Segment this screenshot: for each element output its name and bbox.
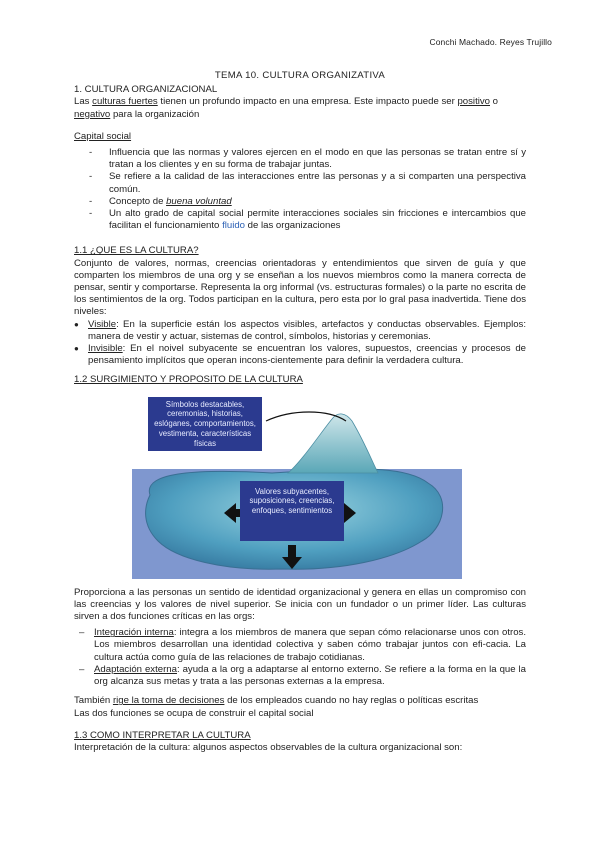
- section-heading-cultura-organizacional: 1. CULTURA ORGANIZACIONAL: [74, 84, 218, 96]
- author-header: Conchi Machado. Reyes Trujillo: [429, 37, 552, 47]
- iceberg-figure: [132, 391, 462, 579]
- section-heading-interpretar: 1.3 COMO INTERPRETAR LA CULTURA: [74, 729, 251, 741]
- list-item: - Concepto de buena voluntad: [109, 196, 526, 208]
- list-item: - Influencia que las normas y valores ejercen en el modo en que las personas se tratan entre sí y tratan a los clientes y en su forma de trabajar juntas.: [109, 147, 526, 171]
- capital-social-heading: Capital social: [74, 130, 132, 142]
- list-item-invisible: ● Invisible: En el noivel subyacente se encuentran los valores, supuestos, creencias y procesos de pensamiento implícitos que operan incons-cientemente para definir la verdadera cultura.: [88, 343, 526, 367]
- underlying-values-box: Valores subyacentes, suposiciones, creencias, enfoques, sentimientos: [240, 481, 344, 541]
- list-item-adaptacion: – Adaptación externa: ayuda a la org a adaptarse al entorno externo. Se refiere a la forma en la que la org alcanza sus metas y trata a las personas externas a la empresa.: [94, 664, 526, 688]
- decision-paragraph: También rige la toma de decisiones de los empleados cuando no hay reglas o políticas escritas: [74, 695, 479, 707]
- culture-levels-list: [74, 319, 526, 368]
- culture-functions-list: [74, 627, 526, 688]
- purpose-paragraph: Proporciona a las personas un sentido de identidad organizacional y genera en ellas un compromiso con las creencias y los valores de nivel superior. Se inicia con un fundador o un primer líder. Las culturas sirven a dos funciones críticas en las orgs:: [74, 586, 526, 623]
- document-body: [74, 70, 526, 754]
- iceberg-tip: [288, 414, 378, 473]
- document-title: TEMA 10. CULTURA ORGANIZATIVA: [214, 70, 386, 81]
- visible-symbols-box: Símbolos destacables, ceremonias, historias, eslóganes, comportamientos, vestimenta, características físicas: [148, 397, 262, 451]
- list-item: - Un alto grado de capital social permite interacciones sociales sin fricciones e intercambios que facilitan el funcionamiento fluido de las organizaciones: [109, 208, 526, 232]
- cultura-definition-paragraph: Conjunto de valores, normas, creencias orientadoras y entendimientos que sirven de guía y que comparten los miembros de una org y se enseñan a los nuevos miembros como la manera correcta de pensar, sentir y comportarse. Representa la org informal (vs. estructuras formales) o la parte no escrita de los sentimientos de la org. Todos participan en la cultura, pero esta por lo gral pasa inadvertida. Tiene dos niveles:: [74, 257, 526, 318]
- list-item: - Se refiere a la calidad de las interacciones entre las personas y a si comparten una perspectiva común.: [109, 171, 526, 195]
- capital-social-list: [74, 147, 526, 232]
- section-heading-que-es-la-cultura: 1.1 ¿QUE ES LA CULTURA?: [74, 245, 199, 257]
- capital-social-note: Las dos funciones se ocupa de construir el capital social: [74, 707, 314, 719]
- section-heading-surgimiento: 1.2 SURGIMIENTO Y PROPOSITO DE LA CULTURA: [74, 374, 303, 386]
- list-item-visible: ● Visible: En la superficie están los aspectos visibles, artefactos y conductas observables. Ejemplos: manera de vestir y actuar, sistemas de control, símbolos, historias y ceremonias.: [88, 319, 526, 343]
- intro-paragraph: Las culturas fuertes tienen un profundo impacto en una empresa. Este impacto puede ser positivo o negativo para la organización: [74, 96, 499, 120]
- list-item-integracion: – Integración interna: integra a los miembros de manera que sepan cómo relacionarse unos con otros. Los miembros desarrollan una identidad colectiva y saben cómo trabajar juntos con efi-cacia. La cultura actúa como guía de las relaciones de trabajo cotidianas.: [94, 627, 526, 664]
- interpretation-paragraph: Interpretación de la cultura: algunos aspectos observables de la cultura organizacional son:: [74, 741, 463, 753]
